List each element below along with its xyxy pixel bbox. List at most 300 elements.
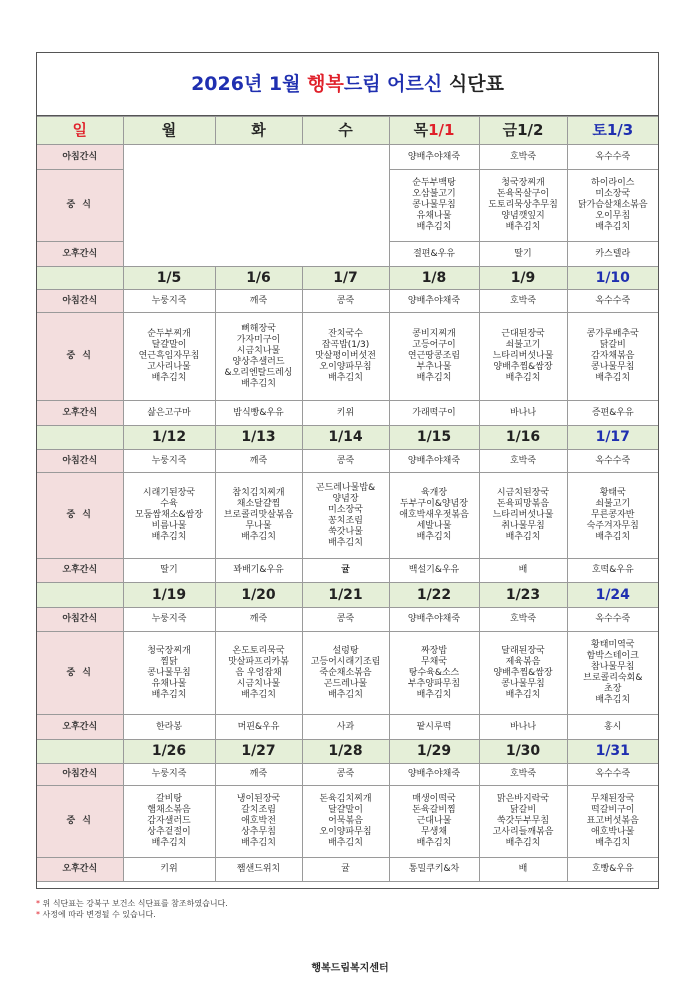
label-snack-am: 아침간식 xyxy=(37,764,123,786)
menu-item: 비름나물 xyxy=(151,521,187,531)
week4-lunch-mon xyxy=(123,786,215,858)
menu-item: 배추김치 xyxy=(416,222,452,232)
menu-item: 채소달걀찜 xyxy=(236,499,281,509)
menu-item: 배추김치 xyxy=(595,373,631,383)
menu-item: 미소장국 xyxy=(595,189,631,199)
menu-item: 배추김치 xyxy=(151,532,187,542)
menu-item: 오이양파무침 xyxy=(319,827,372,837)
menu-item: 양념장 xyxy=(332,493,359,504)
label-lunch: 중 식 xyxy=(37,632,123,715)
menu-item: 배추김치 xyxy=(328,689,363,700)
menu-item: 무나물 xyxy=(245,521,272,531)
note-star-2: * xyxy=(36,910,40,919)
week4-date-thu: 1/29 xyxy=(389,740,479,764)
menu-item: 시래기된장국 xyxy=(142,488,196,498)
week1-date-wed: 1/7 xyxy=(302,267,389,290)
week2-lunch-thu xyxy=(389,473,479,559)
week2-pm-sat: 호떡&우유 xyxy=(567,559,658,583)
menu-item: 상추겉절이 xyxy=(147,827,191,837)
week4-am-fri: 호박죽 xyxy=(479,764,567,786)
week2-date-row xyxy=(37,426,658,450)
week0-lunch-thu xyxy=(389,170,479,242)
week3-lunch-mon xyxy=(123,632,215,715)
week4-pm-tue: 쨈샌드위치 xyxy=(215,858,302,882)
menu-item: 배추김치 xyxy=(241,689,276,700)
week1-pm-fri: 바나나 xyxy=(479,401,567,426)
week2-lunch-fri xyxy=(479,473,567,559)
menu-item: 배추김치 xyxy=(595,532,631,542)
menu-item: 느타리버섯나물 xyxy=(492,510,554,520)
week1-pm-row xyxy=(37,401,658,426)
week0-am-thu: 양배추야채죽 xyxy=(389,145,479,170)
week0-lunch-fri xyxy=(479,170,567,242)
week2-am-tue: 깨죽 xyxy=(215,450,302,473)
menu-item: 잔치국수 xyxy=(328,329,363,339)
week2-pm-tue: 꽈배기&우유 xyxy=(215,559,302,583)
menu-item: 고사리나물 xyxy=(147,362,191,372)
menu-item: 양념깻잎지 xyxy=(501,211,545,221)
header-sat xyxy=(567,117,658,145)
menu-item: 음 우엉잡채 xyxy=(235,667,282,678)
week1-date-thu: 1/8 xyxy=(389,267,479,290)
menu-item: 애호박전 xyxy=(241,816,276,826)
menu-item: 도토리묵상추무침 xyxy=(488,200,558,210)
week2-date-label-cell xyxy=(37,426,123,450)
label-snack-pm: 오후간식 xyxy=(37,559,123,583)
weekday-header-row xyxy=(37,117,658,145)
header-sun: 일 xyxy=(37,117,123,145)
week1-am-wed: 콩죽 xyxy=(302,290,389,313)
week3-pm-row xyxy=(37,715,658,740)
menu-item: 어묵볶음 xyxy=(328,816,363,826)
week3-am-row xyxy=(37,608,658,632)
week1-date-tue: 1/6 xyxy=(215,267,302,290)
menu-item: 참치김치찌개 xyxy=(232,488,285,498)
label-snack-pm: 오후간식 xyxy=(37,242,123,267)
week3-date-thu: 1/22 xyxy=(389,583,479,608)
week0-empty-block xyxy=(123,145,389,267)
week4-pm-fri: 배 xyxy=(479,858,567,882)
menu-item: 콩나물무침 xyxy=(591,362,635,372)
week4-am-row xyxy=(37,764,658,786)
week2-lunch-row xyxy=(37,473,658,559)
week4-date-sat: 1/31 xyxy=(567,740,658,764)
week1-date-label-cell xyxy=(37,267,123,290)
week3-date-wed: 1/21 xyxy=(302,583,389,608)
week1-lunch-tue xyxy=(215,313,302,401)
menu-item: 숙주겨자무침 xyxy=(586,521,639,531)
week2-date-fri: 1/16 xyxy=(479,426,567,450)
menu-item: 브로콜리맛살볶음 xyxy=(223,510,294,520)
menu-item: 제육볶음 xyxy=(505,656,541,667)
week2-pm-wed: 귤 xyxy=(302,559,389,583)
menu-item: 황태국 xyxy=(599,488,626,498)
menu-item: 표고버섯볶음 xyxy=(586,816,639,826)
week4-date-tue: 1/27 xyxy=(215,740,302,764)
week1-pm-tue: 밤식빵&우유 xyxy=(215,401,302,426)
menu-item: 가자미구이 xyxy=(236,334,281,345)
menu-item: 돈육갈비찜 xyxy=(412,805,456,815)
week2-date-thu: 1/15 xyxy=(389,426,479,450)
menu-item: 시금치나물 xyxy=(236,678,281,689)
label-snack-pm: 오후간식 xyxy=(37,858,123,882)
week2-lunch-wed xyxy=(302,473,389,559)
menu-item: 설렁탕 xyxy=(332,645,359,656)
week2-pm-row xyxy=(37,559,658,583)
menu-item: 곤드레나물 xyxy=(323,678,368,689)
menu-item: 청국장찌개 xyxy=(147,645,191,656)
title-happy: 행복 xyxy=(307,73,344,95)
menu-item: 온도토리묵국 xyxy=(232,645,285,656)
week4-lunch-fri xyxy=(479,786,567,858)
week1-pm-wed: 키위 xyxy=(302,401,389,426)
menu-item: 달걀말이 xyxy=(151,340,187,350)
week4-lunch-sat xyxy=(567,786,658,858)
menu-item: 곤드레나물밥& xyxy=(315,482,376,493)
note-text-1: 위 식단표는 강북구 보건소 식단표를 참조하였습니다. xyxy=(42,899,228,908)
menu-item: 배추김치 xyxy=(416,532,452,542)
menu-item: 황태미역국 xyxy=(591,640,635,650)
week4-am-wed: 콩죽 xyxy=(302,764,389,786)
week1-pm-thu: 가래떡구이 xyxy=(389,401,479,426)
week4-date-label-cell xyxy=(37,740,123,764)
menu-item: 탕수육&소스 xyxy=(408,667,460,678)
week3-date-fri: 1/23 xyxy=(479,583,567,608)
menu-item: 고등어구이 xyxy=(412,340,456,350)
menu-item: 햄채소볶음 xyxy=(147,805,191,815)
menu-item: 배추김치 xyxy=(151,689,187,700)
menu-item: 닭갈비 xyxy=(599,340,626,350)
week1-am-thu: 양배추야채죽 xyxy=(389,290,479,313)
menu-item: 두부구이&양념장 xyxy=(400,499,468,509)
week0-am-fri: 호박죽 xyxy=(479,145,567,170)
week0-lunch-sat xyxy=(567,170,658,242)
note-text-2: 사정에 따라 변경될 수 있습니다. xyxy=(42,910,156,919)
week3-lunch-thu xyxy=(389,632,479,715)
week0-am-sat: 옥수수죽 xyxy=(567,145,658,170)
menu-item: 부추나물 xyxy=(416,362,452,372)
menu-item: 배추김치 xyxy=(241,838,276,848)
week1-am-fri: 호박죽 xyxy=(479,290,567,313)
week4-pm-mon: 키위 xyxy=(123,858,215,882)
header-fri-word: 금 xyxy=(502,121,518,139)
week3-am-sat: 옥수수죽 xyxy=(567,608,658,632)
menu-item: 배추김치 xyxy=(505,373,541,383)
menu-item: 죽순채소볶음 xyxy=(319,667,372,678)
week3-date-mon: 1/19 xyxy=(123,583,215,608)
menu-item: 콩나물무침 xyxy=(412,200,456,210)
header-mon: 월 xyxy=(123,117,215,145)
menu-item: 모둠쌈채소&쌈장 xyxy=(135,510,203,520)
menu-item: 상추무침 xyxy=(241,827,276,837)
menu-item: 브로콜리숙회& xyxy=(583,673,643,683)
week3-date-tue: 1/20 xyxy=(215,583,302,608)
note-star-1: * xyxy=(36,899,40,908)
week4-am-thu: 양배추야채죽 xyxy=(389,764,479,786)
week0-pm-thu: 절편&우유 xyxy=(389,242,479,267)
menu-item: 수육 xyxy=(160,499,178,509)
menu-item: 양배추찜&쌈장 xyxy=(493,667,553,678)
week1-am-row xyxy=(37,290,658,313)
week2-am-row xyxy=(37,450,658,473)
menu-item: 미소장국 xyxy=(328,504,363,515)
menu-item: 감자샐러드 xyxy=(147,816,191,826)
week1-date-sat: 1/10 xyxy=(567,267,658,290)
menu-item: 하이라이스 xyxy=(591,178,635,188)
week4-pm-row xyxy=(37,858,658,882)
menu-item: 갈치조림 xyxy=(241,805,276,815)
menu-item: 무채국 xyxy=(420,656,448,667)
week1-date-fri: 1/9 xyxy=(479,267,567,290)
header-thu xyxy=(389,117,479,145)
menu-item: 떡갈비구이 xyxy=(591,805,635,815)
label-snack-pm: 오후간식 xyxy=(37,715,123,740)
header-sat-date: 1/3 xyxy=(606,121,634,139)
menu-item: 연근땅콩조림 xyxy=(407,351,461,361)
week3-am-tue: 깨죽 xyxy=(215,608,302,632)
week3-pm-tue: 머핀&우유 xyxy=(215,715,302,740)
menu-item: 매생이떡국 xyxy=(412,794,456,804)
week1-lunch-wed xyxy=(302,313,389,401)
menu-item: 취나물무침 xyxy=(501,521,545,531)
week2-pm-thu: 백설기&우유 xyxy=(389,559,479,583)
notes xyxy=(36,898,228,920)
menu-item: 달걀말이 xyxy=(328,805,363,815)
menu-item: 배추김치 xyxy=(151,838,187,848)
week4-am-tue: 깨죽 xyxy=(215,764,302,786)
menu-item: 양상추샐러드 xyxy=(232,356,285,367)
menu-item: 닭가슴살채소볶음 xyxy=(577,200,648,210)
menu-item: 배추김치 xyxy=(595,222,631,232)
week4-lunch-thu xyxy=(389,786,479,858)
menu-item: 달래된장국 xyxy=(501,645,545,656)
menu-item: 애호박나물 xyxy=(591,827,635,837)
week4-date-wed: 1/28 xyxy=(302,740,389,764)
label-snack-am: 아침간식 xyxy=(37,290,123,313)
menu-item: 잡곡밥(1/3) xyxy=(321,340,370,350)
menu-item: 느타리버섯나물 xyxy=(492,351,554,361)
menu-item: 유채나물 xyxy=(416,211,452,221)
menu-item: 배추김치 xyxy=(151,373,187,383)
menu-item: 감자채볶음 xyxy=(591,351,635,361)
week3-lunch-tue xyxy=(215,632,302,715)
week3-date-label-cell xyxy=(37,583,123,608)
menu-item: 콩나물무침 xyxy=(501,678,545,689)
week0-pm-sat: 카스텔라 xyxy=(567,242,658,267)
menu-item: 배추김치 xyxy=(595,695,631,705)
menu-item: 참나물무침 xyxy=(591,662,635,672)
note-line-2 xyxy=(36,909,228,920)
menu-item: 콩가루배추국 xyxy=(586,329,639,339)
menu-item: 청국장찌개 xyxy=(501,178,545,188)
week1-date-row xyxy=(37,267,658,290)
week1-lunch-mon xyxy=(123,313,215,401)
menu-item: 오삼불고기 xyxy=(412,189,456,199)
menu-item: 배추김치 xyxy=(505,838,541,848)
menu-item: 초장 xyxy=(604,684,622,694)
title-menu: 식단표 xyxy=(448,73,504,95)
menu-item: 배추김치 xyxy=(241,378,276,389)
menu-item: 뼈해장국 xyxy=(241,323,276,334)
menu-item: 고사리들깨볶음 xyxy=(492,827,554,837)
menu-item: 쑥갓두부무침 xyxy=(496,816,550,826)
week1-lunch-thu xyxy=(389,313,479,401)
menu-item: 함박스테이크 xyxy=(586,651,639,661)
menu-item: 배추김치 xyxy=(505,532,541,542)
menu-item: 배추김치 xyxy=(328,838,363,848)
week2-am-mon: 누룽지죽 xyxy=(123,450,215,473)
week2-date-wed: 1/14 xyxy=(302,426,389,450)
week3-pm-mon: 한라봉 xyxy=(123,715,215,740)
menu-table xyxy=(37,116,658,882)
menu-item: 콩비지찌개 xyxy=(412,329,456,339)
menu-item: 맛살파프리카볶 xyxy=(228,656,289,667)
week3-am-thu: 양배추야채죽 xyxy=(389,608,479,632)
menu-item: 찜닭 xyxy=(160,656,178,667)
header-tue: 화 xyxy=(215,117,302,145)
menu-item: 배추김치 xyxy=(328,373,363,383)
week2-lunch-tue xyxy=(215,473,302,559)
menu-item: 배추김치 xyxy=(416,373,452,383)
menu-item: 순두부찌개 xyxy=(147,329,191,339)
week4-pm-wed: 귤 xyxy=(302,858,389,882)
title-year-month: 2026년 1월 xyxy=(191,73,308,95)
week4-am-sat: 옥수수죽 xyxy=(567,764,658,786)
week2-am-wed: 콩죽 xyxy=(302,450,389,473)
week3-date-row xyxy=(37,583,658,608)
week3-lunch-row xyxy=(37,632,658,715)
week2-date-tue: 1/13 xyxy=(215,426,302,450)
menu-item: 부추양파무침 xyxy=(407,678,461,689)
header-thu-date: 1/1 xyxy=(428,121,455,139)
week4-am-mon: 누룽지죽 xyxy=(123,764,215,786)
menu-item: 근대나물 xyxy=(416,816,452,826)
label-snack-am: 아침간식 xyxy=(37,145,123,170)
week3-pm-sat: 홍시 xyxy=(567,715,658,740)
week2-date-mon: 1/12 xyxy=(123,426,215,450)
label-lunch: 중 식 xyxy=(37,170,123,242)
footer-center-name: 행복드림복지센터 xyxy=(311,963,389,974)
menu-item: &오리엔탈드레싱 xyxy=(224,367,293,378)
label-lunch: 중 식 xyxy=(37,786,123,858)
header-fri xyxy=(479,117,567,145)
menu-item: 쇠불고기 xyxy=(505,340,541,350)
menu-item: 배추김치 xyxy=(595,838,631,848)
week2-lunch-mon xyxy=(123,473,215,559)
week4-date-mon: 1/26 xyxy=(123,740,215,764)
menu-item: 세발나물 xyxy=(416,521,452,531)
menu-item: 오이양파무침 xyxy=(319,362,372,372)
week1-pm-mon: 삶은고구마 xyxy=(123,401,215,426)
week2-date-sat: 1/17 xyxy=(567,426,658,450)
week4-date-fri: 1/30 xyxy=(479,740,567,764)
week3-lunch-sat xyxy=(567,632,658,715)
label-lunch: 중 식 xyxy=(37,313,123,401)
menu-frame xyxy=(36,52,659,889)
week1-am-tue: 깨죽 xyxy=(215,290,302,313)
menu-item: 연근흑임자무침 xyxy=(138,351,200,361)
week3-lunch-fri xyxy=(479,632,567,715)
menu-item: 돈육김치찌개 xyxy=(319,794,372,804)
week3-pm-thu: 팥시루떡 xyxy=(389,715,479,740)
week1-lunch-sat xyxy=(567,313,658,401)
week3-pm-wed: 사과 xyxy=(302,715,389,740)
menu-item: 무생채 xyxy=(420,827,448,837)
menu-item: 꽁치조림 xyxy=(328,515,363,526)
week1-lunch-row xyxy=(37,313,658,401)
menu-item: 맑은바지락국 xyxy=(496,794,550,804)
week2-am-thu: 양배추야채죽 xyxy=(389,450,479,473)
week3-lunch-wed xyxy=(302,632,389,715)
menu-item: 배추김치 xyxy=(416,838,452,848)
menu-item: 양배추찜&쌈장 xyxy=(493,362,553,372)
week4-pm-thu: 통밀쿠키&차 xyxy=(389,858,479,882)
menu-item: 배추김치 xyxy=(505,222,541,232)
week3-date-sat: 1/24 xyxy=(567,583,658,608)
label-snack-am: 아침간식 xyxy=(37,450,123,473)
week2-am-fri: 호박죽 xyxy=(479,450,567,473)
menu-item: 쑥갓나물 xyxy=(328,526,363,537)
menu-item: 짜장밥 xyxy=(420,645,448,656)
note-line-1 xyxy=(36,898,228,909)
menu-item: 배추김치 xyxy=(416,689,452,700)
menu-item: 쇠불고기 xyxy=(595,499,631,509)
week1-pm-sat: 증편&우유 xyxy=(567,401,658,426)
title-dream: 드림 xyxy=(343,73,388,95)
week1-lunch-fri xyxy=(479,313,567,401)
header-fri-date: 1/2 xyxy=(517,121,544,139)
week1-am-sat: 옥수수죽 xyxy=(567,290,658,313)
label-snack-am: 아침간식 xyxy=(37,608,123,632)
menu-item: 오이무침 xyxy=(595,211,631,221)
week2-lunch-sat xyxy=(567,473,658,559)
menu-item: 맛살평이버섯전 xyxy=(315,351,376,361)
week3-am-fri: 호박죽 xyxy=(479,608,567,632)
menu-item: 배추김치 xyxy=(505,689,541,700)
header-thu-word: 목 xyxy=(413,121,429,139)
week1-date-mon: 1/5 xyxy=(123,267,215,290)
week1-am-mon: 누룽지죽 xyxy=(123,290,215,313)
menu-item: 무채된장국 xyxy=(591,794,635,804)
menu-item: 유채나물 xyxy=(151,678,187,689)
menu-item: 육개장 xyxy=(420,488,448,498)
week3-am-mon: 누룽지죽 xyxy=(123,608,215,632)
menu-item: 순두부백탕 xyxy=(412,178,456,188)
menu-item: 닭갈비 xyxy=(509,805,537,815)
label-snack-pm: 오후간식 xyxy=(37,401,123,426)
week4-date-row xyxy=(37,740,658,764)
menu-item: 근대된장국 xyxy=(501,329,545,339)
menu-item: 콩나물무침 xyxy=(147,667,191,678)
menu-item: 배추김치 xyxy=(328,537,363,548)
week4-pm-sat: 호빵&우유 xyxy=(567,858,658,882)
page-title xyxy=(37,53,658,116)
label-lunch: 중 식 xyxy=(37,473,123,559)
week4-lunch-row xyxy=(37,786,658,858)
menu-item: 시금치된장국 xyxy=(496,488,550,498)
week2-pm-mon: 딸기 xyxy=(123,559,215,583)
menu-item: 시금치나물 xyxy=(236,345,281,356)
header-wed: 수 xyxy=(302,117,389,145)
menu-item: 냉이된장국 xyxy=(236,794,281,804)
menu-item: 돈육피망볶음 xyxy=(496,499,550,509)
menu-item: 돈육목살구이 xyxy=(496,189,550,199)
menu-item: 고등어시래기조림 xyxy=(310,656,381,667)
menu-item: 애호박새우젓볶음 xyxy=(399,510,469,520)
week3-pm-fri: 바나나 xyxy=(479,715,567,740)
week2-am-sat: 옥수수죽 xyxy=(567,450,658,473)
week3-am-wed: 콩죽 xyxy=(302,608,389,632)
